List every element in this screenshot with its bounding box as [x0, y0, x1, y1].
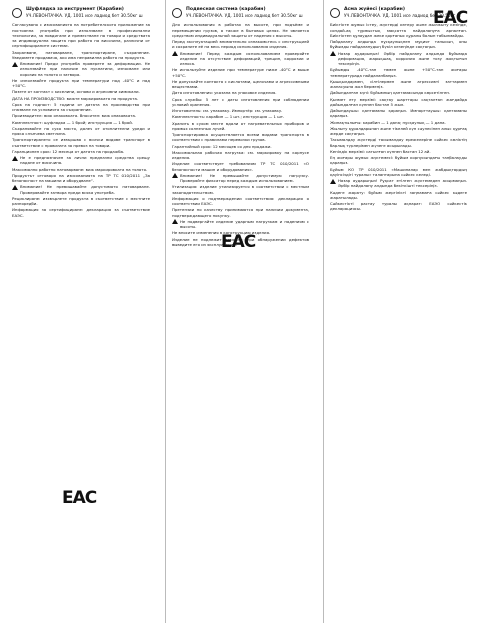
paragraph: Дайындалған күні: бұйымның қаптамасында көрсетілген.: [330, 90, 451, 96]
warning-paragraph: [12, 155, 150, 166]
warning-icon: [330, 179, 336, 184]
warning-text: Внимание! Не превишавайте допустимото натоварване. Проверявайте затвора преди всяка употреба.: [20, 184, 150, 195]
paragraph: Кәдеге жарату: бұйым жергілікті заңнамаға сәйкес кәдеге жаратылады.: [330, 189, 467, 200]
column-kazakh: [323, 0, 473, 623]
paragraph: Транспортировка осуществляется всеми видами транспорта в соответствии с правилами перевозки грузов.: [172, 132, 309, 143]
paragraph: Рециклиране: изхвърлете продукта в съответствие с местните разпоредби.: [12, 195, 150, 207]
warning-text: Внимание! Преди употреба проверете за деформации. Не използвайте при наличие на пукнатини, износване или корозия на тялото и затвора.: [20, 61, 150, 77]
paragraph: Максимално работно натоварване: виж маркировката на тялото.: [12, 166, 148, 172]
paragraph: Қышқылдармен, сілтілермен және агрессивті заттармен жанасуына жол бермеңіз.: [330, 78, 467, 90]
column-title: Асма жүйесі (карабин): [344, 7, 405, 12]
column-subtitle: УЧ.ЛЕВОНТАЧКА. УД. 1001 исе ладиод бет 30.50кг ш: [186, 13, 303, 18]
paragraph: Транспортирането се извършва с всички видове транспорт в съответствие с правилата за превоз на товари.: [12, 137, 150, 148]
paragraph: Не используйте изделие при температуре ниже -40°C и выше +50°C.: [172, 67, 309, 78]
warning-text: Внимание! Перед каждым использованием проверяйте изделие на отсутствие деформаций, трещин, коррозии и износа.: [180, 50, 309, 67]
paragraph: Срок службы: 5 лет с даты изготовления при соблюдении условий хранения.: [172, 96, 309, 107]
paragraph: Съхранявайте на сухо място, далеч от отоплителни уреди и пряка слънчева светлина.: [12, 125, 150, 137]
paragraph: Гарантийный срок: 12 месяцев со дня продажи.: [172, 143, 272, 149]
warning-text: Не е предназначен за лични предпазни средства срещу падане от височина.: [20, 155, 150, 166]
eac-mark: EAC: [221, 232, 256, 252]
warning-icon: [172, 173, 178, 178]
eac-mark: EAC: [62, 488, 97, 508]
paragraph: Максимальная рабочая нагрузка: см. маркировку на корпусе изделия.: [172, 149, 309, 161]
paragraph: Жинақтылығы: карабин — 1 дана; нұсқаулық — 1 дана.: [330, 119, 446, 125]
paragraph: Комплектность: карабин — 1 шт.; инструкция — 1 шт.: [172, 114, 285, 120]
column-subtitle: УЧ.ЛЕВОНТАЧКА. УД. 1001 исе ладиод бет 30.50кг ш: [26, 13, 143, 18]
paragraph: Не използвайте продукта при температури под -40°C и над +50°C.: [12, 77, 150, 89]
paragraph: Қызмет ету мерзімі: сақтау шарттары сақталған жағдайда дайындалған күннен бастап 5 жыл.: [330, 96, 467, 107]
paragraph: Изготовитель: см. упаковку. Импортёр: см. упаковку.: [172, 108, 283, 114]
column-subtitle: УЧ.ЛЕВОНТАЧКА. УД. 1001 исе ладиод бет 30.50кг ш: [344, 13, 461, 18]
column-bulgarian: [6, 0, 156, 623]
paragraph: Жылыту құралдарынан және тікелей күн сәулесінен алыс құрғақ жерде сақтаңыз.: [330, 125, 467, 137]
paragraph: Бұйымды -40°C-тан төмен және +50°C-тан жоғары температурада пайдаланбаңыз.: [330, 67, 467, 78]
paragraph: Тасымалдау жүктерді тасымалдау ережелеріне сәйкес көліктің барлық түрлерімен жүзеге асырылады.: [330, 137, 467, 148]
warning-paragraph: [330, 178, 467, 189]
paragraph: Претензии по качеству принимаются при наличии документа, подтверждающего покупку.: [172, 207, 309, 218]
paragraph: Хранить в сухом месте вдали от нагревательных приборов и прямых солнечных лучей.: [172, 120, 309, 131]
paragraph: Сәйкестікті растау туралы ақпарат: ЕАЭО сәйкестік декларациясы.: [330, 201, 467, 212]
circle-icon: [330, 8, 340, 18]
warning-icon: [172, 51, 178, 56]
paragraph: Комплектност: шуфлядка — 1 брой; инструкция — 1 брой.: [12, 119, 134, 125]
warning-icon: [172, 219, 178, 224]
paragraph: Гаранционен срок: 12 месеца от датата на продажба.: [12, 148, 125, 154]
warning-icon: [330, 51, 336, 56]
paragraph: Изделие не подлежит ремонту; при обнаружении дефектов выведите его из эксплуатации.: [172, 236, 309, 247]
warning-icon: [12, 156, 18, 161]
column-title-block: [26, 7, 143, 18]
warning-text: Назар аударыңыз! Әрбір пайдалану алдында бұйымда деформация, жарықшақ, коррозия және тозу жоқтығын тексеріңіз.: [338, 50, 467, 67]
column-header: [172, 7, 309, 18]
warning-text: Назар аударыңыз! Рұқсат етілген жүктемеден асырмаңыз. Әрбір пайдалану алдында бекіткішті тексеріңіз.: [338, 178, 467, 189]
warning-icon: [12, 185, 18, 190]
circle-icon: [12, 8, 22, 18]
warning-text: Внимание! Не превышайте допустимую нагрузку. Проверяйте фиксатор перед каждым использованием.: [180, 172, 309, 184]
column-title: Подвесная система (карабин): [186, 7, 266, 12]
paragraph: Изделие соответствует требованиям ТР ТС 010/2011 «О безопасности машин и оборудования».: [172, 161, 309, 172]
paragraph: Перед эксплуатацией внимательно ознакомьтесь с инструкцией и сохраните её на весь период использования изделия.: [172, 39, 309, 50]
column-title-block: [186, 7, 303, 18]
warning-paragraph: [172, 219, 309, 230]
warning-paragraph: [330, 51, 467, 67]
circle-icon: [172, 8, 182, 18]
warning-paragraph: [12, 61, 150, 77]
paragraph: Ең жоғары жұмыс жүктемесі: бұйым корпусындағы таңбалауды қараңыз.: [330, 155, 467, 166]
column-russian: [165, 0, 315, 623]
paragraph: Утилизация: изделие утилизируется в соответствии с местным законодательством.: [172, 184, 309, 195]
paragraph: Пазете от контакт с киселини, основи и агресивни химикали.: [12, 89, 140, 95]
column-header: [12, 7, 150, 18]
eac-mark: EAC: [433, 8, 468, 28]
paragraph: Дата изготовления: указана на упаковке изделия.: [172, 90, 277, 96]
warning-paragraph: [172, 51, 309, 67]
warning-paragraph: [12, 184, 150, 195]
paragraph: Производител: виж опаковката. Вносител: виж опаковката.: [12, 113, 137, 119]
paragraph: Не допускайте контакта с кислотами, щелочами и агрессивными веществами.: [172, 78, 309, 90]
paragraph: Кепілдік мерзімі: сатылған күннен бастап 12 ай.: [330, 148, 431, 154]
column-title: Шуфлядка за инструмент (Карабин): [26, 7, 124, 12]
warning-icon: [12, 62, 18, 67]
paragraph: Продуктът отговаря на изискванията на ТР ТС 010/2011 „За безопасност на машини и оборудване“.: [12, 172, 150, 184]
paragraph: Сагласувано с изискванията на потребителското приложение за постоянна употреба при използване в професионални технологии, за повдигане и преместване на товари и средствата за индивидуална защита при работа на височина, различни от сертифицираните системи.: [12, 22, 150, 49]
paragraph: Пайдалану алдында нұсқаулықпен мұқият танысып, оны бұйымды пайдаланудың бүкіл кезеңінде сақтаңыз.: [330, 39, 467, 50]
paragraph: Бұйым КО ТР 010/2011 «Машиналар мен жабдықтардың қауіпсіздігі туралы» талаптарына сәйкес келеді.: [330, 166, 467, 177]
paragraph: Информация за сертифициране: декларация за съответствие ЕАЭС.: [12, 207, 150, 218]
paragraph: Информация о подтверждении соответствия: декларация о соответствии ЕАЭС.: [172, 195, 309, 207]
paragraph: Не вносите изменения в конструкцию изделия.: [172, 230, 271, 236]
warning-paragraph: [172, 173, 309, 184]
paragraph: Дайындаушы: қаптаманы қараңыз. Импорттаушы: қаптаманы қараңыз.: [330, 108, 467, 119]
paragraph: Срок на годност: 5 години от датата на производство при спазване на условията за съхранение.: [12, 101, 150, 113]
paragraph: Биіктікте жұмыс істеу, жүктерді көтеру және жылжыту кезінде, сондай-ақ тұрмыстық мақсатта пайдалануға арналған. Биіктіктен құлаудан жеке қорғаныс құралы болып табылмайды.: [330, 22, 467, 38]
paragraph: Для использования в работах на высоте, при подъёме и перемещении грузов, а также в бытовых целях. Не является средством индивидуальной защиты от падения с высоты.: [172, 22, 309, 38]
paragraph: Захранване, натоварване, транспортиране, съхранение. Уведомете продавача, ако има неправилна работа на продукта.: [12, 49, 150, 60]
warning-text: Не подвергайте изделие ударным нагрузкам и падениям с высоты.: [180, 218, 309, 230]
paragraph: ДАТА НА ПРОИЗВОДСТВО: вижте маркировката на продукта.: [12, 95, 139, 101]
